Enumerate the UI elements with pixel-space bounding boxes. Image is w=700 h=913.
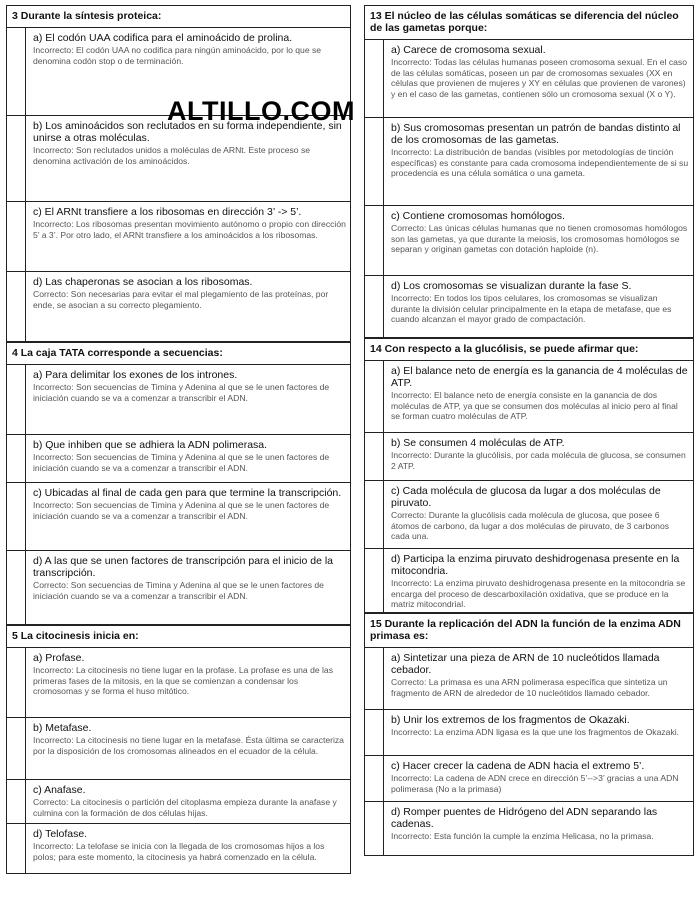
answer-text: c) Hacer crecer la cadena de ADN hacia el extremo 5’.: [391, 760, 645, 772]
question-title: 3 Durante la síntesis proteica:: [7, 6, 350, 28]
answer-text: c) El ARNt transfiere a los ribosomas en dirección 3’ -> 5’.: [33, 206, 302, 218]
answer-text: d) Las chaperonas se asocian a los ribosomas.: [33, 276, 253, 288]
answer-feedback: Incorrecto: Durante la glucólisis, por cada molécula de glucosa, se consumen 2 ATP.: [391, 450, 686, 471]
answer-option: [365, 276, 693, 338]
answer-text: d) Los cromosomas se visualizan durante la fase S.: [391, 280, 632, 292]
answer-option: [7, 551, 350, 625]
answer-option: [365, 206, 693, 276]
answer-option-body: [387, 710, 693, 741]
question-title: 13 El núcleo de las células somáticas se diferencia del núcleo de las gametas porque:: [365, 6, 693, 40]
question-title: 5 La citocinesis inicia en:: [7, 626, 350, 648]
answer-option-body: [29, 28, 350, 69]
right-column: [364, 5, 694, 856]
answer-text: a) Profase.: [33, 652, 85, 664]
answer-option-body: [29, 780, 350, 821]
answer-feedback: Correcto: Son necesarias para evitar el mal plegamiento de las proteínas, por ende, se asocian a su correcto plegamiento.: [33, 289, 329, 310]
answer-option: [365, 648, 693, 710]
answer-text: b) Metafase.: [33, 722, 92, 734]
answer-option: [7, 824, 350, 874]
answer-option: [7, 365, 350, 435]
answer-option-body: [387, 118, 693, 182]
question-title: 14 Con respecto a la glucólisis, se puede afirmar que:: [365, 339, 693, 361]
answer-text: c) Anafase.: [33, 784, 86, 796]
answer-feedback: Incorrecto: La cadena de ADN crece en dirección 5’-->3’ gracias a una ADN polimerasa (No a la primasa): [391, 773, 679, 794]
answer-feedback: Incorrecto: Todas las células humanas poseen cromosoma sexual. En el caso de las células somáticas, poseen un par de cromosomas sexuales (XX en células que provienen de mujeres y XY en células que provienen de varones) y en el caso de las gametas, contienen sólo un cromosoma sexual (X o Y).: [391, 57, 688, 99]
answer-option-body: [387, 802, 693, 845]
answer-option: [365, 40, 693, 118]
answer-option-body: [29, 648, 350, 700]
answer-option: [7, 116, 350, 202]
answer-option-body: [29, 483, 350, 524]
question-block: [364, 5, 694, 338]
answer-option: [7, 648, 350, 718]
answer-text: a) El codón UAA codifica para el aminoácido de prolina.: [33, 32, 293, 44]
answer-feedback: Incorrecto: La distribución de bandas (visibles por metodologías de tinción específicas) es constante para cada cromosoma independientemente de si su procedencia es una célula somática o una gameta.: [391, 147, 689, 178]
answer-feedback: Incorrecto: Son secuencias de Timina y Adenina al que se le unen factores de iniciación cuando se va a comenzar a transcribir el ADN.: [33, 382, 330, 403]
question-block: [6, 342, 351, 625]
answer-text: b) Que inhiben que se adhiera la ADN polimerasa.: [33, 439, 268, 451]
answer-feedback: Incorrecto: La citocinesis no tiene lugar en la profase. La profase es una de las primeras fases de la mitosis, en la que se comienzan a condensar los cromosomas y se forma el huso mitótico.: [33, 665, 334, 696]
answer-text: c) Ubicadas al final de cada gen para que termine la transcripción.: [33, 487, 342, 499]
answer-option-body: [29, 824, 350, 865]
question-title: 15 Durante la replicación del ADN la función de la enzima ADN primasa es:: [365, 614, 693, 648]
answer-option: [7, 718, 350, 780]
answer-text: a) El balance neto de energía es la ganancia de 4 moléculas de ATP.: [391, 365, 688, 389]
answer-feedback: Incorrecto: Son secuencias de Timina y Adenina al que se le unen factores de iniciación cuando se va a comenzar a transcribir el ADN.: [33, 452, 330, 473]
answer-option: [7, 435, 350, 483]
answer-feedback: Correcto: La citocinesis o partición del citoplasma empieza durante la anafase y culmina con la formación de dos células hijas.: [33, 797, 337, 818]
answer-feedback: Incorrecto: En todos los tipos celulares, los cromosomas se visualizan durante la división celular principalmente en la etapa de metafase, que es cuando alcanzan el mayor grado de compactación.: [391, 293, 672, 324]
answer-feedback: Correcto: Las únicas células humanas que no tienen cromosomas homólogos son las gametas, ya que durante la meiosis, los cromosomas homólogos se separan y originan gametas con dotación haploide (n).: [391, 223, 688, 254]
answer-option: [365, 549, 693, 613]
answer-option: [7, 780, 350, 824]
answer-feedback: Incorrecto: La telofase se inicia con la llegada de los cromosomas hijos a los polos; para este momento, la citocinesis ya habrá comenzado en la célula.: [33, 841, 325, 862]
answer-option: [365, 802, 693, 856]
answer-feedback: Incorrecto: La enzima piruvato deshidrogenasa presente en la mitocondria se encarga del proceso de descarboxilación oxidativa, que se produce en la matriz mitocondrial.: [391, 578, 686, 609]
answer-feedback: Incorrecto: La citocinesis no tiene lugar en la metafase. Ésta última se caracteriza por la disposición de los cromosomas alineados en el ecuador de la célula.: [33, 735, 344, 756]
answer-text: a) Carece de cromosoma sexual.: [391, 44, 546, 56]
answer-text: b) Los aminoácidos son reclutados en su forma independiente, sin unirse a otras moléculas.: [33, 120, 342, 144]
answer-text: b) Se consumen 4 moléculas de ATP.: [391, 437, 565, 449]
question-block: [6, 5, 351, 342]
answer-feedback: Correcto: Son secuencias de Timina y Adenina al que se le unen factores de iniciación cuando se va a comenzar a transcribir el ADN.: [33, 580, 324, 601]
answer-option: [365, 433, 693, 481]
answer-option-body: [29, 551, 350, 604]
answer-option: [365, 710, 693, 756]
answer-option-body: [387, 206, 693, 258]
question-block: [364, 338, 694, 613]
answer-option-body: [29, 718, 350, 759]
answer-option-body: [387, 276, 693, 328]
answer-option-body: [387, 40, 693, 102]
answer-feedback: Correcto: La primasa es una ARN polimerasa específica que sintetiza un fragmento de ARN de alrededor de 10 nucleótidos llamado cebador.: [391, 677, 668, 698]
answer-option-body: [387, 433, 693, 474]
answer-option: [7, 483, 350, 551]
answer-feedback: Incorrecto: Son secuencias de Timina y Adenina al que se le unen factores de iniciación cuando se va a comenzar a transcribir el ADN.: [33, 500, 330, 521]
answer-feedback: Incorrecto: La enzima ADN ligasa es la que une los fragmentos de Okazaki.: [391, 727, 680, 737]
answer-option-body: [29, 272, 350, 313]
answer-text: d) Participa la enzima piruvato deshidrogenasa presente en la mitocondria.: [391, 553, 680, 577]
answer-text: d) Romper puentes de Hidrógeno del ADN separando las cadenas.: [391, 806, 658, 830]
answer-text: a) Para delimitar los exones de los intrones.: [33, 369, 238, 381]
answer-feedback: Incorrecto: El codón UAA no codifica para ningún aminoácido, por lo que se denomina codón stop o de terminación.: [33, 45, 322, 66]
answer-text: c) Cada molécula de glucosa da lugar a dos moléculas de piruvato.: [391, 485, 661, 509]
answer-text: d) A las que se unen factores de transcripción para el inicio de la transcripción.: [33, 555, 334, 579]
answer-option-body: [29, 202, 350, 243]
question-title: 4 La caja TATA corresponde a secuencias:: [7, 343, 350, 365]
answer-text: b) Sus cromosomas presentan un patrón de bandas distinto al de los cromosomas de las gametas.: [391, 122, 681, 146]
answer-option-body: [387, 481, 693, 545]
answer-option: [7, 272, 350, 342]
answer-feedback: Incorrecto: Son reclutados unidos a moléculas de ARNt. Este proceso se denomina activación de los aminoácidos.: [33, 145, 311, 166]
answer-option-body: [387, 549, 693, 613]
answer-option: [365, 361, 693, 433]
answer-option-body: [29, 435, 350, 476]
left-column: [6, 5, 351, 874]
answer-text: d) Telofase.: [33, 828, 88, 840]
question-block: [6, 625, 351, 874]
answer-option-body: [29, 365, 350, 406]
answer-feedback: Incorrecto: Los ribosomas presentan movimiento autónomo o propio con dirección 5’ a 3’. Por otro lado, el ARNt transfiere a los aminoácidos a los ribosomas.: [33, 219, 346, 240]
answer-option: [7, 202, 350, 272]
answer-option-body: [387, 756, 693, 797]
answer-text: a) Sintetizar una pieza de ARN de 10 nucleótidos llamada cebador.: [391, 652, 660, 676]
answer-feedback: Incorrecto: El balance neto de energía consiste en la ganancia de dos moléculas de ATP, ya que se consumen dos moléculas al inicio pero al final se forman cuatro moléculas de ATP.: [391, 390, 678, 421]
answer-text: b) Unir los extremos de los fragmentos de Okazaki.: [391, 714, 630, 726]
answer-option: [365, 756, 693, 802]
question-block: [364, 613, 694, 856]
answer-option-body: [387, 648, 693, 701]
answer-option: [365, 481, 693, 549]
answer-text: c) Contiene cromosomas homólogos.: [391, 210, 565, 222]
watermark-logo: ALTILLO.COM: [167, 96, 355, 126]
answer-option: [365, 118, 693, 206]
answer-feedback: Correcto: Durante la glucólisis cada molécula de glucosa, que posee 6 átomos de carbono, da lugar a dos moléculas de piruvato, de 3 carbonos cada una.: [391, 510, 670, 541]
answer-option-body: [387, 361, 693, 425]
answer-feedback: Incorrecto: Esta función la cumple la enzima Helicasa, no la primasa.: [391, 831, 654, 841]
